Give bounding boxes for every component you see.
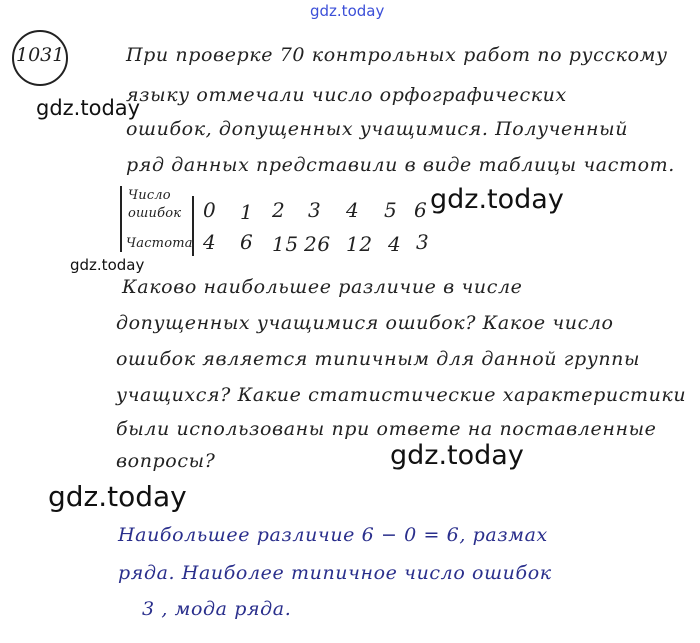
watermark: gdz.today xyxy=(70,256,145,274)
table-cell-error-1: 1 xyxy=(240,200,254,224)
question-line-6: вопросы? xyxy=(116,450,216,472)
table-cell-error-5: 5 xyxy=(384,198,398,222)
answer-line-2: ряда. Наиболее типичное число ошибок xyxy=(118,562,552,584)
problem-line-3: ошибок, допущенных учащимися. Полученный xyxy=(126,118,629,140)
table-label-errors-a: Число xyxy=(128,188,171,203)
answer-line-1: Наибольшее различие 6 − 0 = 6, размах xyxy=(118,524,548,546)
answer-line-3: 3 , мода ряда. xyxy=(142,598,292,620)
watermark: gdz.today xyxy=(48,480,187,513)
table-cell-frequency-0: 4 xyxy=(203,230,217,254)
watermark: gdz.today xyxy=(390,440,524,471)
table-cell-error-4: 4 xyxy=(346,198,360,222)
watermark: gdz.today xyxy=(430,184,564,215)
table-cell-error-0: 0 xyxy=(203,198,217,222)
watermark: gdz.today xyxy=(36,96,141,120)
question-line-2: допущенных учащимися ошибок? Какое число xyxy=(116,312,614,334)
table-cell-frequency-6: 3 xyxy=(416,230,430,254)
table-cell-frequency-4: 12 xyxy=(346,232,373,256)
table-cell-frequency-5: 4 xyxy=(388,232,402,256)
question-line-5: были использованы при ответе на поставленные xyxy=(116,418,657,440)
problem-line-1: При проверке 70 контрольных работ по русскому xyxy=(126,44,668,66)
table-cell-frequency-2: 15 xyxy=(272,232,299,256)
table-left-border xyxy=(120,186,122,252)
table-cell-error-3: 3 xyxy=(308,198,322,222)
watermark-top: gdz.today xyxy=(310,2,385,20)
problem-number: 1031 xyxy=(16,44,65,66)
problem-line-4: ряд данных представили в виде таблицы частот. xyxy=(126,154,675,176)
table-label-frequency: Частота xyxy=(126,236,193,251)
question-line-1: Каково наибольшее различие в числе xyxy=(122,276,523,298)
question-line-4: учащихся? Какие статистические характеристики xyxy=(116,384,687,406)
table-cell-error-6: 6 xyxy=(414,198,428,222)
table-cell-error-2: 2 xyxy=(272,198,286,222)
table-cell-frequency-1: 6 xyxy=(240,230,254,254)
table-cell-frequency-3: 26 xyxy=(304,232,331,256)
question-line-3: ошибок является типичным для данной группы xyxy=(116,348,641,370)
table-label-errors-b: ошибок xyxy=(128,206,182,221)
problem-line-2: языку отмечали число орфографических xyxy=(126,84,567,106)
